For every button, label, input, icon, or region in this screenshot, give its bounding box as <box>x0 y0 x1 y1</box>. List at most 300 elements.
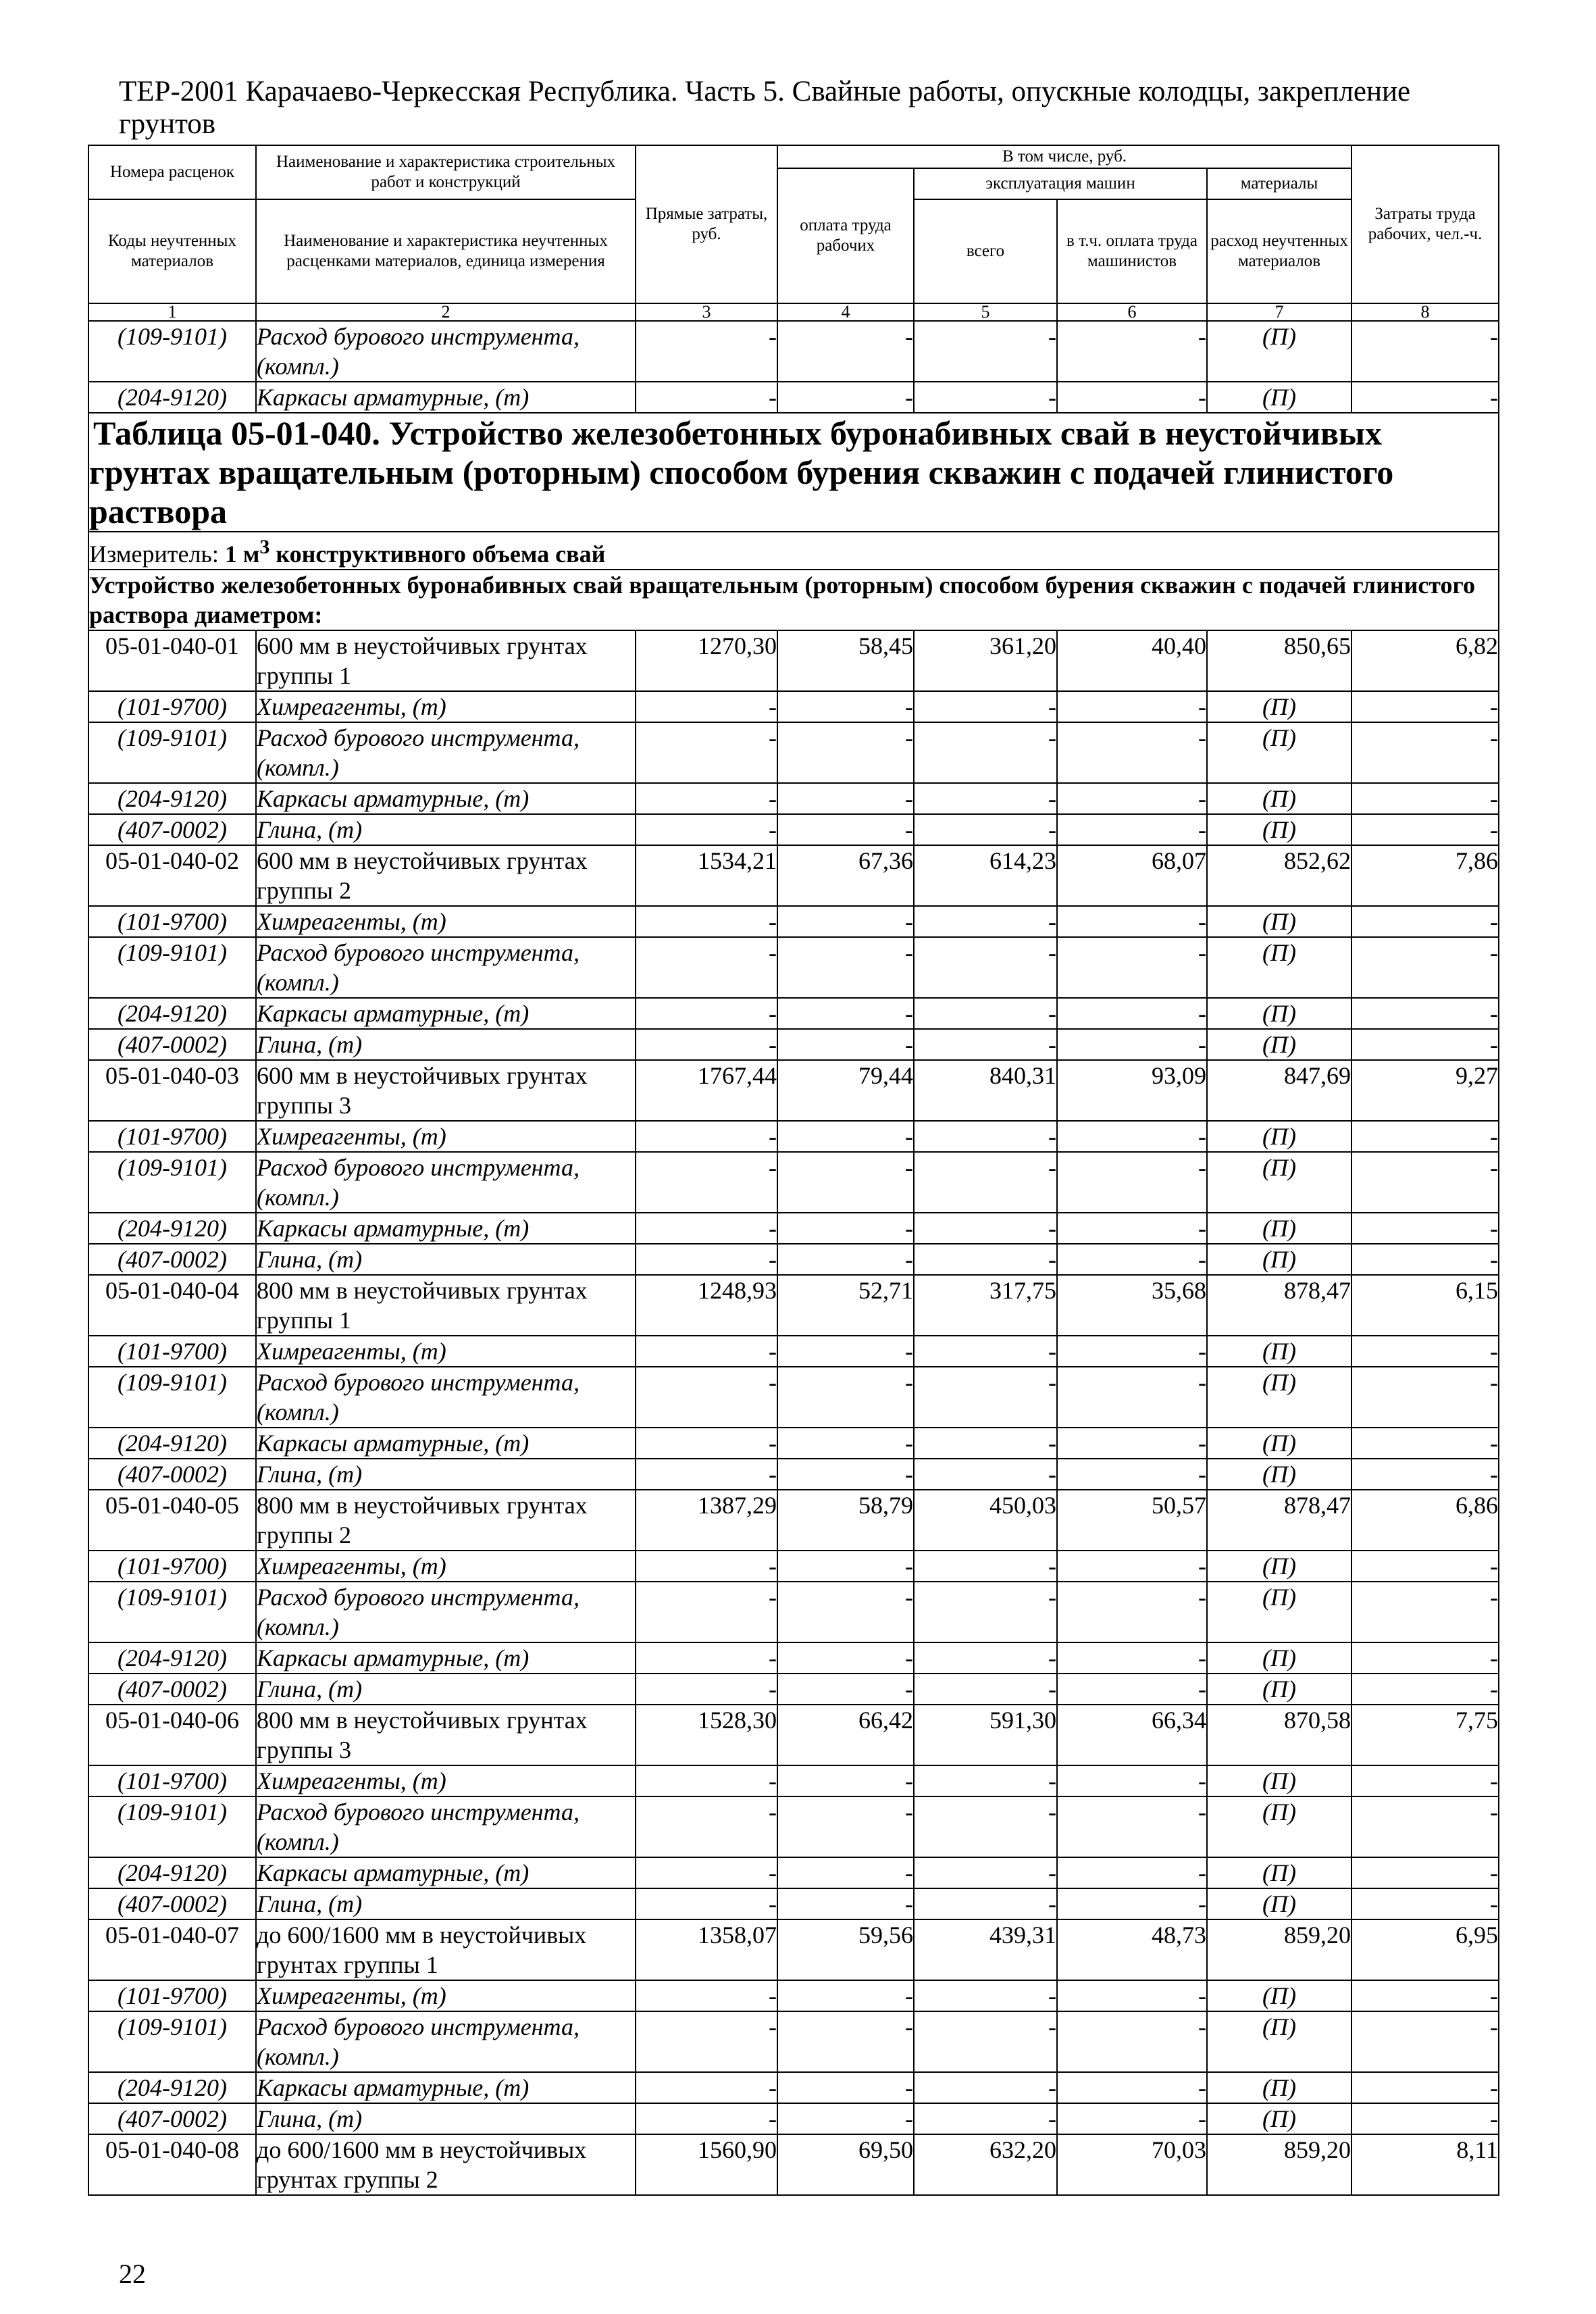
material-row <box>88 382 1499 413</box>
cell-c4: - <box>777 1765 914 1796</box>
cell-c3: - <box>636 722 777 783</box>
cell-c6: - <box>1057 382 1207 413</box>
col4-header: оплата труда рабочих <box>777 168 914 303</box>
continued-rows <box>88 321 1499 413</box>
cell-c5: 632,20 <box>914 2134 1057 2195</box>
measure-value-text: 1 м <box>224 540 260 568</box>
cell-c4: - <box>777 1980 914 2011</box>
cell-c6: - <box>1057 1367 1207 1428</box>
material-row <box>88 1674 1499 1705</box>
cell-c4: - <box>777 814 914 845</box>
cell-c3: - <box>636 2103 777 2134</box>
cell-c3: 1560,90 <box>636 2134 777 2195</box>
cell-c6: - <box>1057 998 1207 1029</box>
cell-c5: - <box>914 2011 1057 2072</box>
cell-c4: - <box>777 1888 914 1919</box>
col7-header: расход неучтенных материалов <box>1207 199 1352 303</box>
cell-c3: - <box>636 1152 777 1213</box>
material-name: Глина, (т) <box>256 2103 636 2134</box>
material-name: Химреагенты, (т) <box>256 1336 636 1367</box>
material-name: Каркасы арматурные, (т) <box>256 998 636 1029</box>
material-name: Каркасы арматурные, (т) <box>256 1213 636 1244</box>
cell-c5: 614,23 <box>914 845 1057 906</box>
cell-c7: (П) <box>1207 1888 1352 1919</box>
material-code: (407-0002) <box>88 1674 256 1705</box>
cell-c3: 1767,44 <box>636 1060 777 1121</box>
material-name: Глина, (т) <box>256 1029 636 1060</box>
cell-c8: - <box>1352 2103 1499 2134</box>
cell-c5: - <box>914 1765 1057 1796</box>
cell-c3: - <box>636 814 777 845</box>
cell-c3: - <box>636 1857 777 1888</box>
cell-c3: - <box>636 1213 777 1244</box>
cell-c8: - <box>1352 998 1499 1029</box>
column-number: 8 <box>1352 303 1499 321</box>
cell-c4: - <box>777 2103 914 2134</box>
cell-c7: (П) <box>1207 691 1352 722</box>
cell-c8: 6,86 <box>1352 1490 1499 1551</box>
column-number: 5 <box>914 303 1057 321</box>
cell-c5: - <box>914 1888 1057 1919</box>
rate-name: 600 мм в неустойчивых грунтах группы 3 <box>256 1060 636 1121</box>
material-name: Расход бурового инструмента, (компл.) <box>256 722 636 783</box>
material-name: Химреагенты, (т) <box>256 1551 636 1582</box>
cell-c7: (П) <box>1207 998 1352 1029</box>
cell-c3: 1528,30 <box>636 1705 777 1765</box>
cell-c4: - <box>777 1796 914 1857</box>
cell-c8: - <box>1352 937 1499 998</box>
cell-c7: (П) <box>1207 1121 1352 1152</box>
cell-c4: - <box>777 906 914 937</box>
cell-c3: - <box>636 2072 777 2103</box>
cell-c3: - <box>636 1888 777 1919</box>
cell-c5: - <box>914 1582 1057 1642</box>
cell-c8: - <box>1352 1121 1499 1152</box>
cell-c4: - <box>777 321 914 382</box>
cell-c8: - <box>1352 1796 1499 1857</box>
cell-c5: - <box>914 1213 1057 1244</box>
cell-c5: - <box>914 783 1057 814</box>
cell-c5: - <box>914 937 1057 998</box>
cell-c8: 8,11 <box>1352 2134 1499 2195</box>
cell-c7: (П) <box>1207 906 1352 937</box>
material-row <box>88 2103 1499 2134</box>
cell-c5: - <box>914 2072 1057 2103</box>
material-row <box>88 906 1499 937</box>
material-row <box>88 691 1499 722</box>
rate-code: 05-01-040-05 <box>88 1490 256 1551</box>
cell-c3: - <box>636 2011 777 2072</box>
cell-c3: 1387,29 <box>636 1490 777 1551</box>
col1-top-header: Номера расценок <box>88 145 256 199</box>
measure-unit <box>88 532 1499 570</box>
cell-c7: (П) <box>1207 814 1352 845</box>
cell-c6: 50,57 <box>1057 1490 1207 1551</box>
cell-c5: - <box>914 1674 1057 1705</box>
rate-name: 600 мм в неустойчивых грунтах группы 2 <box>256 845 636 906</box>
cell-c6: - <box>1057 1582 1207 1642</box>
material-code: (109-9101) <box>88 937 256 998</box>
cell-c6: - <box>1057 1213 1207 1244</box>
cell-c6: - <box>1057 1336 1207 1367</box>
cell-c6: 48,73 <box>1057 1919 1207 1980</box>
cell-c3: - <box>636 321 777 382</box>
cell-c5: - <box>914 1551 1057 1582</box>
cell-c5: - <box>914 382 1057 413</box>
cell-c7: (П) <box>1207 937 1352 998</box>
cell-c6: - <box>1057 1674 1207 1705</box>
column-number: 1 <box>88 303 256 321</box>
rate-row <box>88 1919 1499 1980</box>
col1-bottom-header: Коды неучтенных материалов <box>88 199 256 303</box>
cell-c6: - <box>1057 783 1207 814</box>
cell-c8: - <box>1352 1459 1499 1490</box>
cell-c7: (П) <box>1207 1796 1352 1857</box>
table-title <box>88 413 1499 532</box>
cell-c4: 58,79 <box>777 1490 914 1551</box>
cell-c4: - <box>777 1857 914 1888</box>
rate-name: до 600/1600 мм в неустойчивых грунтах группы 2 <box>256 2134 636 2195</box>
cell-c4: - <box>777 937 914 998</box>
material-code: (101-9700) <box>88 906 256 937</box>
cell-c5: - <box>914 1459 1057 1490</box>
cell-c6: 93,09 <box>1057 1060 1207 1121</box>
cell-c5: - <box>914 2103 1057 2134</box>
material-code: (109-9101) <box>88 1152 256 1213</box>
cell-c8: - <box>1352 321 1499 382</box>
cell-c4: - <box>777 1582 914 1642</box>
material-code: (109-9101) <box>88 321 256 382</box>
material-code: (101-9700) <box>88 1765 256 1796</box>
cell-c3: - <box>636 1551 777 1582</box>
material-name: Каркасы арматурные, (т) <box>256 1428 636 1459</box>
cell-c8: - <box>1352 1152 1499 1213</box>
cell-c8: - <box>1352 722 1499 783</box>
cell-c7: (П) <box>1207 1551 1352 1582</box>
cell-c4: - <box>777 2072 914 2103</box>
cell-c4: - <box>777 722 914 783</box>
cell-c8: - <box>1352 1551 1499 1582</box>
material-row <box>88 998 1499 1029</box>
cell-c7: (П) <box>1207 1428 1352 1459</box>
cell-c4: - <box>777 1336 914 1367</box>
cell-c8: - <box>1352 1213 1499 1244</box>
cell-c5: - <box>914 1980 1057 2011</box>
cell-c7: (П) <box>1207 1336 1352 1367</box>
rate-code: 05-01-040-01 <box>88 630 256 691</box>
rate-row <box>88 845 1499 906</box>
material-code: (407-0002) <box>88 814 256 845</box>
material-row <box>88 1980 1499 2011</box>
cell-c5: - <box>914 1152 1057 1213</box>
cell-c6: - <box>1057 2011 1207 2072</box>
cell-c4: - <box>777 998 914 1029</box>
column-number: 6 <box>1057 303 1207 321</box>
cell-c7: (П) <box>1207 1152 1352 1213</box>
cell-c3: - <box>636 382 777 413</box>
col6-header: в т.ч. оплата труда машинистов <box>1057 199 1207 303</box>
rate-code: 05-01-040-03 <box>88 1060 256 1121</box>
material-row <box>88 722 1499 783</box>
cell-c6: 40,40 <box>1057 630 1207 691</box>
cell-c5: - <box>914 1796 1057 1857</box>
cell-c4: 67,36 <box>777 845 914 906</box>
col8-header: Затраты труда рабочих, чел.-ч. <box>1352 145 1499 303</box>
material-name: Глина, (т) <box>256 1459 636 1490</box>
rate-row <box>88 1060 1499 1121</box>
cell-c7: 847,69 <box>1207 1060 1352 1121</box>
cell-c8: - <box>1352 1642 1499 1674</box>
cell-c7: 850,65 <box>1207 630 1352 691</box>
machines-header: эксплуатация машин <box>914 168 1207 199</box>
cell-c5: - <box>914 1121 1057 1152</box>
cell-c4: 66,42 <box>777 1705 914 1765</box>
measure-superscript: 3 <box>259 536 270 558</box>
cell-c4: 52,71 <box>777 1275 914 1336</box>
material-name: Расход бурового инструмента, (компл.) <box>256 321 636 382</box>
cell-c6: 68,07 <box>1057 845 1207 906</box>
material-row <box>88 1888 1499 1919</box>
cell-c7: (П) <box>1207 1029 1352 1060</box>
material-row <box>88 1428 1499 1459</box>
material-name: Глина, (т) <box>256 1244 636 1275</box>
cell-c5: - <box>914 906 1057 937</box>
cell-c6: - <box>1057 1857 1207 1888</box>
cell-c5: - <box>914 1642 1057 1674</box>
cell-c4: - <box>777 1152 914 1213</box>
cell-c8: - <box>1352 1244 1499 1275</box>
cell-c5: 361,20 <box>914 630 1057 691</box>
cell-c3: - <box>636 1459 777 1490</box>
col2-top-header: Наименование и характеристика строительных работ и конструкций <box>256 145 636 199</box>
cell-c5: - <box>914 1367 1057 1428</box>
material-name: Каркасы арматурные, (т) <box>256 2072 636 2103</box>
material-code: (204-9120) <box>88 998 256 1029</box>
cell-c4: - <box>777 1674 914 1705</box>
page-header-title: ТЕР-2001 Карачаево-Черкесская Республика. Часть 5. Свайные работы, опускные колодцы, закрепление грунтов <box>119 76 1411 140</box>
cell-c4: - <box>777 2011 914 2072</box>
cell-c5: - <box>914 1336 1057 1367</box>
cell-c8: - <box>1352 783 1499 814</box>
cell-c7: 878,47 <box>1207 1275 1352 1336</box>
material-code: (407-0002) <box>88 2103 256 2134</box>
measure-suffix: конструктивного объема свай <box>269 540 606 568</box>
material-name: Каркасы арматурные, (т) <box>256 783 636 814</box>
materials-header: материалы <box>1207 168 1352 199</box>
material-code: (109-9101) <box>88 722 256 783</box>
cell-c8: - <box>1352 2011 1499 2072</box>
material-name: Расход бурового инструмента, (компл.) <box>256 1582 636 1642</box>
group-heading: Устройство железобетонных буронабивных свай вращательным (роторным) способом бурения скважин с подачей глинистого раствора диаметром: <box>88 570 1499 630</box>
cell-c3: - <box>636 1029 777 1060</box>
rate-row <box>88 1275 1499 1336</box>
cell-c3: - <box>636 906 777 937</box>
cell-c6: - <box>1057 814 1207 845</box>
cell-c7: 870,58 <box>1207 1705 1352 1765</box>
cell-c8: - <box>1352 1428 1499 1459</box>
cell-c7: (П) <box>1207 382 1352 413</box>
cell-c6: - <box>1057 691 1207 722</box>
cell-c6: - <box>1057 1551 1207 1582</box>
material-code: (204-9120) <box>88 1642 256 1674</box>
material-code: (204-9120) <box>88 1213 256 1244</box>
cell-c6: - <box>1057 906 1207 937</box>
cell-c5: - <box>914 321 1057 382</box>
cell-c8: - <box>1352 1980 1499 2011</box>
cell-c7: (П) <box>1207 321 1352 382</box>
cell-c3: 1358,07 <box>636 1919 777 1980</box>
cell-c4: - <box>777 1121 914 1152</box>
cell-c4: - <box>777 1642 914 1674</box>
cell-c8: 6,15 <box>1352 1275 1499 1336</box>
material-name: Расход бурового инструмента, (компл.) <box>256 1367 636 1428</box>
cell-c7: (П) <box>1207 1674 1352 1705</box>
cell-c8: - <box>1352 1029 1499 1060</box>
material-code: (109-9101) <box>88 2011 256 2072</box>
rate-row <box>88 2134 1499 2195</box>
cell-c7: (П) <box>1207 1980 1352 2011</box>
rate-code: 05-01-040-08 <box>88 2134 256 2195</box>
material-row <box>88 1765 1499 1796</box>
material-name: Каркасы арматурные, (т) <box>256 382 636 413</box>
material-row <box>88 1642 1499 1674</box>
cell-c3: - <box>636 1582 777 1642</box>
table-title-text: Устройство железобетонных буронабивных свай в неустойчивых грунтах вращательным (роторным) способом бурения скважин с подачей глинистого раствора <box>89 414 1394 530</box>
material-name: Расход бурового инструмента, (компл.) <box>256 2011 636 2072</box>
rate-name: до 600/1600 мм в неустойчивых грунтах группы 1 <box>256 1919 636 1980</box>
col2-bottom-header: Наименование и характеристика неучтенных расценками материалов, единица измерения <box>256 199 636 303</box>
cell-c4: 59,56 <box>777 1919 914 1980</box>
cell-c6: - <box>1057 722 1207 783</box>
cell-c7: (П) <box>1207 722 1352 783</box>
material-name: Расход бурового инструмента, (компл.) <box>256 1796 636 1857</box>
cell-c8: 9,27 <box>1352 1060 1499 1121</box>
cell-c6: - <box>1057 937 1207 998</box>
cell-c6: - <box>1057 1029 1207 1060</box>
cell-c5: - <box>914 691 1057 722</box>
measure-prefix: Измеритель: <box>89 540 225 568</box>
cell-c3: 1248,93 <box>636 1275 777 1336</box>
cell-c4: 69,50 <box>777 2134 914 2195</box>
cell-c7: (П) <box>1207 1642 1352 1674</box>
cell-c8: - <box>1352 1857 1499 1888</box>
cell-c4: - <box>777 1213 914 1244</box>
cell-c6: - <box>1057 1888 1207 1919</box>
col3-header: Прямые затраты, руб. <box>636 145 777 303</box>
cell-c4: - <box>777 691 914 722</box>
material-row <box>88 1029 1499 1060</box>
cell-c4: - <box>777 1459 914 1490</box>
table-caption-block <box>88 413 1499 630</box>
table-head <box>88 145 1499 321</box>
cell-c8: 6,82 <box>1352 630 1499 691</box>
cell-c7: (П) <box>1207 1857 1352 1888</box>
column-number: 4 <box>777 303 914 321</box>
cell-c4: - <box>777 1428 914 1459</box>
material-row <box>88 1857 1499 1888</box>
cell-c5: - <box>914 1428 1057 1459</box>
column-number: 7 <box>1207 303 1352 321</box>
column-number: 3 <box>636 303 777 321</box>
rate-code: 05-01-040-04 <box>88 1275 256 1336</box>
cell-c4: 58,45 <box>777 630 914 691</box>
cell-c7: 852,62 <box>1207 845 1352 906</box>
cell-c5: - <box>914 1857 1057 1888</box>
cell-c7: 859,20 <box>1207 1919 1352 1980</box>
rate-name: 800 мм в неустойчивых грунтах группы 3 <box>256 1705 636 1765</box>
cell-c7: 878,47 <box>1207 1490 1352 1551</box>
rate-row <box>88 1490 1499 1551</box>
cell-c5: 317,75 <box>914 1275 1057 1336</box>
material-row <box>88 1336 1499 1367</box>
material-name: Глина, (т) <box>256 1888 636 1919</box>
cell-c8: - <box>1352 1674 1499 1705</box>
material-code: (407-0002) <box>88 1888 256 1919</box>
cell-c6: - <box>1057 1152 1207 1213</box>
measure-value <box>224 536 606 568</box>
cell-c8: 6,95 <box>1352 1919 1499 1980</box>
cell-c3: - <box>636 1428 777 1459</box>
cell-c8: - <box>1352 382 1499 413</box>
rate-name: 800 мм в неустойчивых грунтах группы 2 <box>256 1490 636 1551</box>
material-name: Химреагенты, (т) <box>256 691 636 722</box>
col5-header: всего <box>914 199 1057 303</box>
material-code: (204-9120) <box>88 382 256 413</box>
cell-c6: - <box>1057 321 1207 382</box>
cell-c8: - <box>1352 814 1499 845</box>
cell-c8: - <box>1352 906 1499 937</box>
cell-c4: - <box>777 1244 914 1275</box>
cell-c8: - <box>1352 1582 1499 1642</box>
cell-c3: - <box>636 1765 777 1796</box>
material-name: Химреагенты, (т) <box>256 1765 636 1796</box>
material-row <box>88 937 1499 998</box>
material-row <box>88 1551 1499 1582</box>
material-name: Глина, (т) <box>256 814 636 845</box>
material-name: Химреагенты, (т) <box>256 906 636 937</box>
cell-c7: (П) <box>1207 1367 1352 1428</box>
cell-c6: - <box>1057 1244 1207 1275</box>
cell-c3: - <box>636 1980 777 2011</box>
cell-c3: - <box>636 691 777 722</box>
cell-c3: - <box>636 1367 777 1428</box>
cell-c4: - <box>777 1367 914 1428</box>
cell-c6: - <box>1057 1642 1207 1674</box>
incl-header: В том числе, руб. <box>777 145 1352 168</box>
cell-c7: (П) <box>1207 2103 1352 2134</box>
cell-c5: - <box>914 998 1057 1029</box>
material-code: (109-9101) <box>88 1796 256 1857</box>
material-code: (204-9120) <box>88 783 256 814</box>
cell-c4: - <box>777 783 914 814</box>
cell-c4: - <box>777 1551 914 1582</box>
cell-c5: 450,03 <box>914 1490 1057 1551</box>
material-row <box>88 814 1499 845</box>
cell-c3: - <box>636 1796 777 1857</box>
cell-c5: - <box>914 722 1057 783</box>
cell-c8: 7,86 <box>1352 845 1499 906</box>
cell-c6: 66,34 <box>1057 1705 1207 1765</box>
rate-code: 05-01-040-06 <box>88 1705 256 1765</box>
material-name: Химреагенты, (т) <box>256 1980 636 2011</box>
cell-c5: - <box>914 1029 1057 1060</box>
material-row <box>88 2011 1499 2072</box>
cell-c7: (П) <box>1207 783 1352 814</box>
cell-c3: - <box>636 1336 777 1367</box>
material-code: (204-9120) <box>88 1428 256 1459</box>
cell-c3: - <box>636 1674 777 1705</box>
cell-c8: - <box>1352 1765 1499 1796</box>
